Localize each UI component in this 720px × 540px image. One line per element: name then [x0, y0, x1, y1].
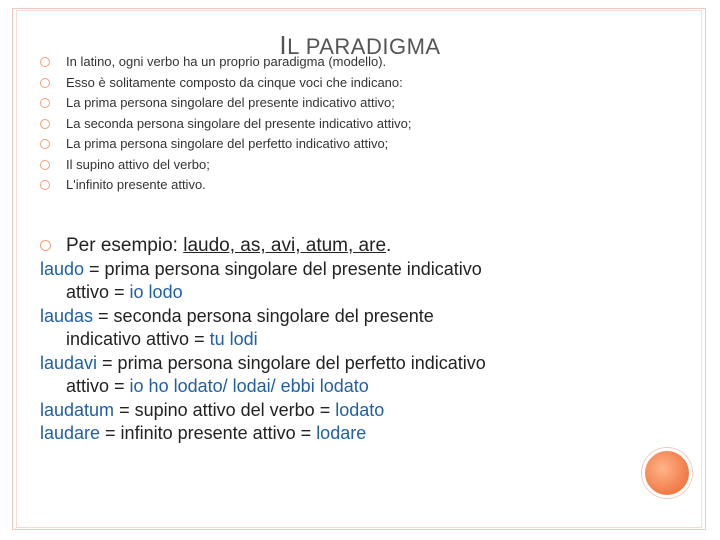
definition-list	[40, 52, 411, 196]
bullet-icon	[40, 180, 50, 190]
list-item: Il supino attivo del verbo;	[40, 155, 411, 176]
example-intro: Per esempio: laudo, as, avi, atum, are.	[40, 234, 660, 258]
decorative-circle	[642, 448, 692, 498]
example-row-laudo: laudo = prima persona singolare del presente indicativo	[40, 258, 482, 279]
bullet-icon	[40, 98, 50, 108]
bullet-icon	[40, 57, 50, 67]
example-row-laudatum: laudatum = supino attivo del verbo = lodato	[40, 399, 385, 420]
list-item: La prima persona singolare del presente indicativo attivo;	[40, 93, 411, 114]
bullet-icon	[40, 240, 51, 251]
title-rest: L PARADIGMA	[287, 34, 441, 59]
bullet-icon	[40, 78, 50, 88]
list-item: L'infinito presente attivo.	[40, 175, 411, 196]
list-item: In latino, ogni verbo ha un proprio paradigma (modello).	[40, 52, 411, 73]
bullet-icon	[40, 139, 50, 149]
example-row-laudare: laudare = infinito presente attivo = lodare	[40, 423, 367, 443]
title-initial: I	[279, 30, 288, 60]
list-item: La prima persona singolare del perfetto indicativo attivo;	[40, 134, 411, 155]
example-row-laudas: laudas = seconda persona singolare del presente	[40, 305, 434, 326]
bullet-icon	[40, 119, 50, 129]
list-item: La seconda persona singolare del presente indicativo attivo;	[40, 114, 411, 135]
example-block: Per esempio: laudo, as, avi, atum, are. laudo = prima persona singolare del presente indicativo attivo = io lodo laudas = seconda persona singolare del presente indicativo attivo = tu lodi laudavi = prima persona singolare del perfetto indicativo attivo = io ho lodato/ lodai/ ebbi lodato laudatum = supino attivo del verbo = lodato laudare = infinito presente attivo = lodare	[40, 234, 660, 446]
bullet-icon	[40, 160, 50, 170]
list-item: Esso è solitamente composto da cinque voci che indicano:	[40, 73, 411, 94]
example-row-laudavi: laudavi = prima persona singolare del perfetto indicativo	[40, 352, 486, 373]
paradigm-forms: laudo, as, avi, atum, are	[183, 235, 387, 256]
